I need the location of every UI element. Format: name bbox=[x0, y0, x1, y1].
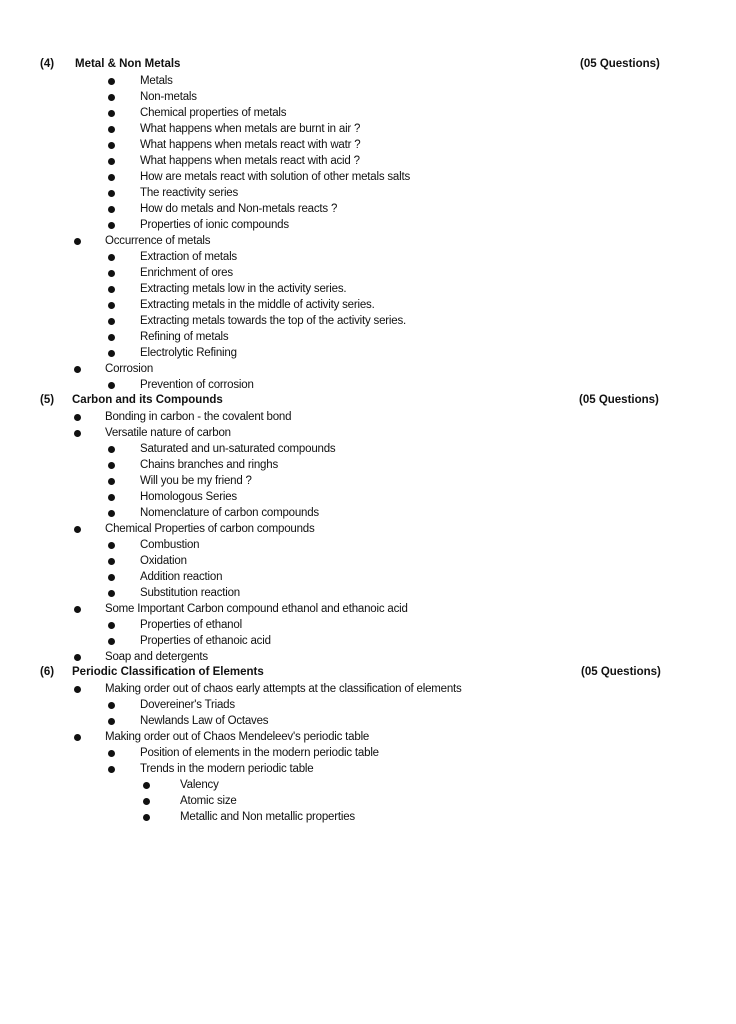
list-item: Substitution reaction bbox=[140, 587, 241, 599]
list-item: Trends in the modern periodic table bbox=[140, 763, 314, 775]
bullet-icon bbox=[74, 654, 81, 661]
list-item: The reactivity series bbox=[140, 187, 239, 199]
section-number: (6) bbox=[40, 666, 55, 678]
bullet-icon bbox=[108, 286, 115, 293]
list-item: What happens when metals react with acid ? bbox=[140, 155, 360, 167]
bullet-icon bbox=[108, 94, 115, 101]
bullet-icon bbox=[74, 238, 81, 245]
list-item: Newlands Law of Octaves bbox=[140, 715, 269, 727]
bullet-icon bbox=[108, 478, 115, 485]
list-item: Refining of metals bbox=[140, 331, 229, 343]
bullet-icon bbox=[74, 734, 81, 741]
bullet-icon bbox=[74, 366, 81, 373]
list-item: How are metals react with solution of other metals salts bbox=[140, 171, 411, 183]
bullet-icon bbox=[108, 702, 115, 709]
list-item: Making order out of chaos early attempts at the classification of elements bbox=[105, 683, 462, 695]
bullet-icon bbox=[108, 622, 115, 629]
bullet-icon bbox=[108, 750, 115, 757]
bullet-icon bbox=[108, 494, 115, 501]
list-item: Chains branches and ringhs bbox=[140, 459, 278, 471]
section-number: (5) bbox=[40, 394, 55, 406]
bullet-icon bbox=[108, 302, 115, 309]
list-item: Extracting metals in the middle of activity series. bbox=[140, 299, 375, 311]
bullet-icon bbox=[108, 158, 115, 165]
list-item: Corrosion bbox=[105, 363, 154, 375]
bullet-icon bbox=[108, 446, 115, 453]
bullet-icon bbox=[108, 190, 115, 197]
list-item: Will you be my friend ? bbox=[140, 475, 252, 487]
question-count: (05 Questions) bbox=[579, 394, 659, 406]
list-item: Properties of ionic compounds bbox=[140, 219, 289, 231]
bullet-icon bbox=[108, 574, 115, 581]
bullet-icon bbox=[108, 558, 115, 565]
section-title: Periodic Classification of Elements bbox=[72, 666, 264, 678]
section-title: Metal & Non Metals bbox=[75, 58, 181, 70]
bullet-icon bbox=[108, 462, 115, 469]
list-item: Extracting metals low in the activity series. bbox=[140, 283, 347, 295]
list-item: Chemical Properties of carbon compounds bbox=[105, 523, 315, 535]
bullet-icon bbox=[108, 254, 115, 261]
list-item: Electrolytic Refining bbox=[140, 347, 237, 359]
bullet-icon bbox=[108, 542, 115, 549]
list-item: Atomic size bbox=[180, 795, 237, 807]
list-item: Soap and detergents bbox=[105, 651, 208, 663]
bullet-icon bbox=[108, 142, 115, 149]
list-item: Oxidation bbox=[140, 555, 187, 567]
list-item: Properties of ethanol bbox=[140, 619, 242, 631]
bullet-icon bbox=[74, 430, 81, 437]
bullet-icon bbox=[108, 318, 115, 325]
list-item: Addition reaction bbox=[140, 571, 223, 583]
section-title: Carbon and its Compounds bbox=[72, 394, 223, 406]
list-item: Dovereiner's Triads bbox=[140, 699, 235, 711]
bullet-icon bbox=[108, 350, 115, 357]
bullet-icon bbox=[108, 222, 115, 229]
bullet-icon bbox=[143, 798, 150, 805]
bullet-icon bbox=[108, 766, 115, 773]
list-item: Homologous Series bbox=[140, 491, 237, 503]
list-item: Bonding in carbon - the covalent bond bbox=[105, 411, 292, 423]
bullet-icon bbox=[74, 686, 81, 693]
bullet-icon bbox=[108, 590, 115, 597]
list-item: Metallic and Non metallic properties bbox=[180, 811, 355, 823]
bullet-icon bbox=[108, 174, 115, 181]
bullet-icon bbox=[74, 606, 81, 613]
list-item: Valency bbox=[180, 779, 219, 791]
bullet-icon bbox=[108, 206, 115, 213]
list-item: What happens when metals react with watr ? bbox=[140, 139, 361, 151]
list-item: How do metals and Non-metals reacts ? bbox=[140, 203, 338, 215]
question-count: (05 Questions) bbox=[580, 58, 660, 70]
bullet-icon bbox=[108, 126, 115, 133]
list-item: Occurrence of metals bbox=[105, 235, 211, 247]
bullet-icon bbox=[108, 638, 115, 645]
list-item: Extraction of metals bbox=[140, 251, 237, 263]
bullet-icon bbox=[108, 510, 115, 517]
list-item: Some Important Carbon compound ethanol and ethanoic acid bbox=[105, 603, 408, 615]
list-item: Making order out of Chaos Mendeleev's periodic table bbox=[105, 731, 370, 743]
bullet-icon bbox=[143, 814, 150, 821]
list-item: Versatile nature of carbon bbox=[105, 427, 231, 439]
list-item: Saturated and un-saturated compounds bbox=[140, 443, 336, 455]
question-count: (05 Questions) bbox=[581, 666, 661, 678]
bullet-icon bbox=[108, 334, 115, 341]
list-item: Position of elements in the modern periodic table bbox=[140, 747, 379, 759]
list-item: What happens when metals are burnt in air ? bbox=[140, 123, 361, 135]
bullet-icon bbox=[108, 270, 115, 277]
list-item: Prevention of corrosion bbox=[140, 379, 254, 391]
list-item: Chemical properties of metals bbox=[140, 107, 287, 119]
bullet-icon bbox=[74, 414, 81, 421]
bullet-icon bbox=[108, 382, 115, 389]
bullet-icon bbox=[108, 110, 115, 117]
bullet-icon bbox=[108, 78, 115, 85]
list-item: Extracting metals towards the top of the activity series. bbox=[140, 315, 406, 327]
list-item: Properties of ethanoic acid bbox=[140, 635, 271, 647]
bullet-icon bbox=[74, 526, 81, 533]
list-item: Non-metals bbox=[140, 91, 197, 103]
bullet-icon bbox=[108, 718, 115, 725]
bullet-icon bbox=[143, 782, 150, 789]
list-item: Enrichment of ores bbox=[140, 267, 233, 279]
list-item: Metals bbox=[140, 75, 173, 87]
list-item: Nomenclature of carbon compounds bbox=[140, 507, 319, 519]
section-number: (4) bbox=[40, 58, 55, 70]
list-item: Combustion bbox=[140, 539, 200, 551]
